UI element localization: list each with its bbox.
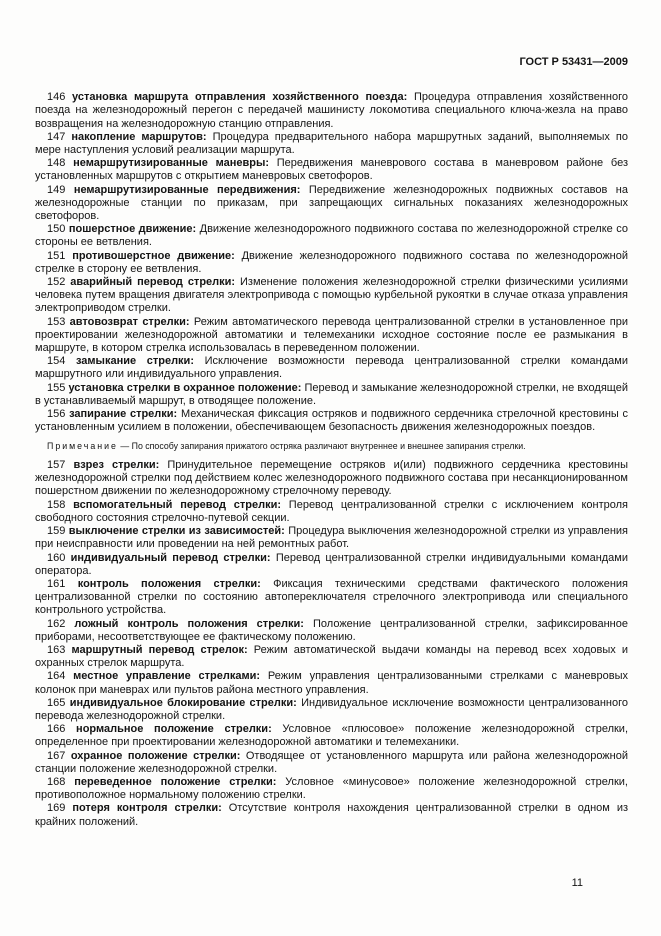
- term: потеря контроля стрелки:: [72, 802, 222, 815]
- term: автовозврат стрелки:: [69, 315, 190, 328]
- term: противошерстное движение:: [72, 249, 235, 262]
- item-number: 146: [47, 91, 66, 104]
- item-number: 155: [47, 381, 66, 394]
- definition-item: [35, 644, 628, 670]
- definition: Отводящее от установленного маршрута или района железнодорожной станции положение железнодорожной стрелки.: [35, 749, 629, 775]
- note-label: Примечание: [47, 441, 118, 452]
- term: индивидуальный перевод стрелки:: [70, 551, 271, 564]
- definition-item: [35, 276, 628, 316]
- definition-item: [35, 382, 628, 408]
- definition: Перевод и замыкание железнодорожной стрелки, не входящей в устанавливаемый маршрут, в отводящее положение.: [35, 381, 628, 407]
- item-number: 157: [47, 459, 66, 472]
- term: запирание стрелки:: [69, 408, 178, 421]
- definition: Условное «плюсовое» положение железнодорожной стрелки, определенное при проектировании железнодорожной автоматики и телемеханики.: [35, 723, 629, 749]
- item-number: 166: [47, 723, 66, 736]
- term: маршрутный перевод стрелок:: [71, 643, 248, 656]
- definition: Механическая фиксация остряков и подвижного сердечника стрелочной крестовины с установленным усилием в положении, обеспечивающем безопасность движения железнодорожных поездов.: [35, 408, 629, 434]
- definition-item: [35, 776, 628, 802]
- term: контроль положения стрелки:: [77, 577, 261, 590]
- item-number: 147: [47, 130, 66, 143]
- definition: Процедура предварительного набора маршрутных заданий, выполняемых по мере наступления условий реализации маршрута.: [35, 130, 628, 157]
- term: установка стрелки в охранное положение:: [68, 381, 302, 394]
- item-number: 151: [47, 249, 66, 262]
- item-number: 154: [47, 355, 66, 368]
- item-number: 165: [47, 696, 66, 709]
- definition: Индивидуальное исключение возможности централизованного перевода железнодорожной стрелки.: [35, 696, 628, 722]
- item-number: 156: [47, 408, 66, 421]
- item-number: 164: [47, 670, 66, 683]
- definition-item: [35, 184, 628, 224]
- term: ложный контроль положения стрелки:: [74, 617, 304, 630]
- definition-item: [35, 355, 628, 381]
- item-number: 169: [47, 802, 66, 815]
- note: [35, 441, 628, 452]
- term: пошерстное движение:: [68, 223, 197, 236]
- item-number: 152: [47, 276, 66, 289]
- definition-item: [35, 750, 628, 776]
- item-number: 158: [47, 498, 66, 511]
- definition-item: [35, 578, 628, 618]
- term: взрез стрелки:: [73, 459, 160, 472]
- item-number: 159: [47, 525, 66, 538]
- definition: Передвижение железнодорожных подвижных составов на железнодорожные станции по приказам, при запрещающих сигнальных показаниях железнодорожных светофоров.: [35, 183, 629, 223]
- definition-item: [35, 802, 628, 828]
- term: немаршрутизированные маневры:: [73, 157, 270, 170]
- term: нормальное положение стрелки:: [76, 723, 272, 736]
- definition-item: [35, 408, 628, 434]
- definition: Изменение положения железнодорожной стрелки физическими усилиями человека путем вращения двигателя электропривода с помощью курбельной рукоятки в случае отказа управления электроприводом стрелки.: [35, 276, 628, 315]
- definition-item: [35, 91, 628, 131]
- definition: Режим автоматического перевода централизованной стрелки в установленное при проектировании железнодорожной автоматики и телемеханики исходное состояние после ее размыкания в маршруте, в котором стрелка использовалась в переведенном положении.: [35, 315, 628, 355]
- item-number: 163: [47, 643, 66, 656]
- definition-item: [35, 459, 628, 499]
- doc-code: ГОСТ Р 53431—2009: [519, 56, 628, 68]
- item-number: 161: [47, 577, 66, 590]
- term: выключение стрелки из зависимостей:: [68, 525, 285, 538]
- item-number: 167: [47, 749, 66, 762]
- definition-item: [35, 618, 628, 644]
- item-number: 160: [47, 551, 66, 564]
- document-header: [35, 56, 628, 69]
- definition: Перевод централизованной стрелки с исключением контроля свободного состояния стрелочно-путевой секции.: [35, 498, 629, 524]
- definition-item: [35, 697, 628, 723]
- page-footer: [572, 877, 583, 890]
- definition: Перевод централизованной стрелки индивидуальными командами оператора.: [35, 551, 629, 577]
- definition-item: [35, 499, 628, 525]
- term: вспомогательный перевод стрелки:: [73, 498, 282, 511]
- definition-item: [35, 223, 628, 249]
- definition-item: [35, 525, 628, 551]
- definition: Режим автоматической выдачи команды на перевод всех ходовых и охранных стрелок маршрута.: [35, 643, 629, 670]
- term: охранное положение стрелки:: [70, 749, 241, 762]
- item-number: 149: [47, 183, 66, 196]
- term: накопление маршрутов:: [71, 130, 207, 143]
- term: индивидуальное блокирование стрелки:: [69, 696, 297, 709]
- item-number: 150: [47, 223, 66, 236]
- item-number: 162: [47, 617, 66, 630]
- definition: Процедура выключения железнодорожной стрелки из управления при неисправности или проведении на ней ремонтных работ.: [35, 525, 629, 551]
- definition-item: [35, 250, 628, 276]
- definition: Условное «минусовое» положение железнодорожной стрелки, противоположное нормальному положению стрелки.: [35, 775, 628, 802]
- definition-item: [35, 723, 628, 749]
- item-number: 153: [47, 315, 66, 328]
- item-number: 148: [47, 157, 66, 170]
- definition: Передвижения маневрового состава в маневровом районе без установленных маршрутов с открытием маневровых светофоров.: [35, 157, 628, 183]
- definition: Отсутствие контроля нахождения централизованной стрелки в одном из крайних положений.: [35, 802, 629, 828]
- term: замыкание стрелки:: [75, 355, 194, 368]
- term: аварийный перевод стрелки:: [70, 276, 236, 289]
- item-number: 168: [47, 775, 66, 788]
- definition: Принудительное перемещение остряков и(или) подвижного сердечника крестовины железнодорожной стрелки под действием колес железнодорожного подвижного состава при несанкционированном пошерстном движении по железнодорожному стрелочному переводу.: [35, 459, 628, 498]
- definition: Режим управления централизованными стрелками с маневровых колонок при маневрах или пультов района местного управления.: [35, 670, 628, 696]
- definition: Положение централизованной стрелки, зафиксированное приборами, несоответствующее ее фактическому положению.: [35, 617, 628, 643]
- definition: Исключение возможности перевода централизованной стрелки командами маршрутного или индивидуального управления.: [35, 355, 628, 381]
- definition: Процедура отправления хозяйственного поезда на железнодорожный перегон с передачей машинисту локомотива специального ключа-жезла на право возвращения на железнодорожную станцию отправления.: [35, 91, 628, 130]
- term: местное управление стрелками:: [73, 670, 261, 683]
- definition-item: [35, 316, 628, 356]
- definition-item: [35, 670, 628, 696]
- term: установка маршрута отправления хозяйственного поезда:: [72, 91, 408, 104]
- definition: Движение железнодорожного подвижного состава по железнодорожной стрелке со стороны ее ветвления.: [35, 223, 628, 249]
- definition-item: [35, 157, 628, 183]
- note-text: — По способу запирания прижатого остряка различают внутреннее и внешнее запирания стрелки.: [120, 441, 526, 452]
- definitions-list: [35, 91, 628, 829]
- definition-item: [35, 131, 628, 157]
- term: переведенное положение стрелки:: [74, 775, 277, 788]
- page-number: 11: [571, 876, 583, 889]
- definition-item: [35, 552, 628, 578]
- definition: Движение железнодорожного подвижного состава по железнодорожной стрелке в сторону ее ветвления.: [35, 249, 629, 275]
- definition: Фиксация техническими средствами фактического положения централизованной стрелки по состоянию автопереключателя стрелочного электропривода или специального контрольного устройства.: [35, 577, 629, 617]
- term: немаршрутизированные передвижения:: [73, 183, 301, 196]
